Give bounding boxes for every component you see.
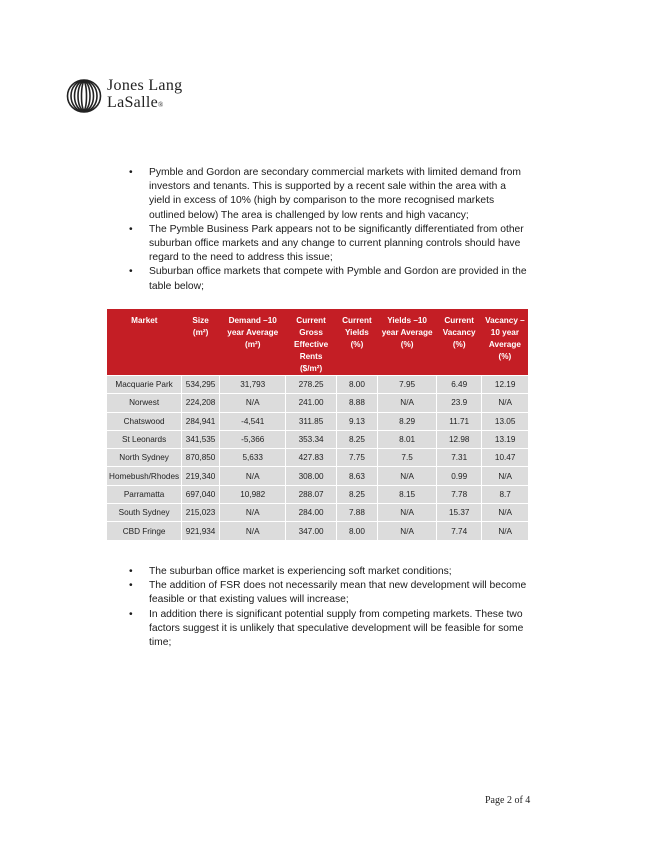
table-cell: 224,208 bbox=[182, 394, 220, 412]
list-item: • Pymble and Gordon are secondary commercial markets with limited demand from investors and tenants. This is supported by a recent sale within the area with a yield in excess of 10% (high by comparison to the more recognised markets outlined below) The area is challenged by low rents and high vacancy; bbox=[129, 167, 521, 221]
table-body bbox=[107, 376, 528, 540]
bullet-icon: • bbox=[129, 608, 133, 620]
table-cell: Macquarie Park bbox=[107, 376, 182, 394]
table-cell: 921,934 bbox=[182, 522, 220, 540]
column-header: Yields –10 year Average (%) bbox=[378, 309, 437, 376]
table-cell: 311.85 bbox=[286, 412, 336, 430]
market-comparison-table bbox=[107, 309, 528, 540]
table-cell: 288.07 bbox=[286, 485, 336, 503]
logo-line-2: LaSalle bbox=[107, 94, 158, 111]
company-logo bbox=[66, 77, 182, 114]
table-row bbox=[107, 412, 528, 430]
list-item: • Suburban office markets that compete with Pymble and Gordon are provided in the table below; bbox=[129, 266, 527, 292]
table-row bbox=[107, 394, 528, 412]
table-cell: N/A bbox=[482, 522, 528, 540]
table-cell: 10.47 bbox=[482, 449, 528, 467]
table-cell: 13.19 bbox=[482, 430, 528, 448]
table-cell: 12.98 bbox=[437, 430, 482, 448]
table-cell: 6.49 bbox=[437, 376, 482, 394]
table-cell: N/A bbox=[219, 522, 286, 540]
table-cell: South Sydney bbox=[107, 504, 182, 522]
table-cell: N/A bbox=[219, 394, 286, 412]
table-cell: N/A bbox=[219, 467, 286, 485]
table-cell: 8.7 bbox=[482, 485, 528, 503]
list-item: • In addition there is significant potential supply from competing markets. These two factors suggest it is unlikely that speculative development will be feasible for some time; bbox=[129, 608, 524, 649]
table-cell: 15.37 bbox=[437, 504, 482, 522]
table-cell: Parramatta bbox=[107, 485, 182, 503]
table-cell: N/A bbox=[378, 504, 437, 522]
column-header: Size (m²) bbox=[182, 309, 220, 376]
table-cell: CBD Fringe bbox=[107, 522, 182, 540]
table-cell: 347.00 bbox=[286, 522, 336, 540]
table-cell: 308.00 bbox=[286, 467, 336, 485]
table-cell: 8.01 bbox=[378, 430, 437, 448]
table-cell: 31,793 bbox=[219, 376, 286, 394]
column-header: Current Vacancy (%) bbox=[437, 309, 482, 376]
list-item: • The addition of FSR does not necessarily mean that new development will become feasible or that existing values will increase; bbox=[129, 580, 527, 606]
table-cell: 5,633 bbox=[219, 449, 286, 467]
table-cell: 7.31 bbox=[437, 449, 482, 467]
table-cell: 697,040 bbox=[182, 485, 220, 503]
table-cell: 284,941 bbox=[182, 412, 220, 430]
table-cell: 7.74 bbox=[437, 522, 482, 540]
list-item: • The Pymble Business Park appears not to be significantly differentiated from other suburban office markets and any change to current planning controls should have regard to the need to address this issue; bbox=[129, 223, 524, 264]
table-cell: 8.88 bbox=[336, 394, 378, 412]
bullet-icon: • bbox=[129, 223, 133, 235]
table-cell: N/A bbox=[378, 467, 437, 485]
table-row bbox=[107, 449, 528, 467]
table-cell: 278.25 bbox=[286, 376, 336, 394]
table-cell: N/A bbox=[378, 522, 437, 540]
table-cell: 7.5 bbox=[378, 449, 437, 467]
table-cell: -4,541 bbox=[219, 412, 286, 430]
table-cell: 7.75 bbox=[336, 449, 378, 467]
table-row bbox=[107, 522, 528, 540]
table-cell: N/A bbox=[378, 394, 437, 412]
bullet-list-top bbox=[129, 166, 529, 294]
table-cell: 8.15 bbox=[378, 485, 437, 503]
jll-logo-mark-icon bbox=[66, 79, 102, 113]
table-cell: 23.9 bbox=[437, 394, 482, 412]
table-cell: 10,982 bbox=[219, 485, 286, 503]
table-cell: 12.19 bbox=[482, 376, 528, 394]
table-cell: 219,340 bbox=[182, 467, 220, 485]
table-cell: 13.05 bbox=[482, 412, 528, 430]
table-cell: 7.95 bbox=[378, 376, 437, 394]
table-cell: 7.88 bbox=[336, 504, 378, 522]
table-cell: 241.00 bbox=[286, 394, 336, 412]
table-cell: 284.00 bbox=[286, 504, 336, 522]
table-cell: 8.25 bbox=[336, 485, 378, 503]
table-cell: 7.78 bbox=[437, 485, 482, 503]
table-row bbox=[107, 485, 528, 503]
bullet-icon: • bbox=[129, 167, 133, 178]
logo-wordmark bbox=[107, 77, 182, 114]
table-cell: 8.00 bbox=[336, 522, 378, 540]
table-cell: Homebush/Rhodes bbox=[107, 467, 182, 485]
table-cell: Chatswood bbox=[107, 412, 182, 430]
table-cell: 353.34 bbox=[286, 430, 336, 448]
table-cell: 534,295 bbox=[182, 376, 220, 394]
table-cell: 215,023 bbox=[182, 504, 220, 522]
table-cell: North Sydney bbox=[107, 449, 182, 467]
table-cell: 341,535 bbox=[182, 430, 220, 448]
column-header: Market bbox=[107, 309, 182, 376]
table-cell: 427.83 bbox=[286, 449, 336, 467]
table-cell: N/A bbox=[482, 394, 528, 412]
table-row bbox=[107, 430, 528, 448]
table-cell: 8.63 bbox=[336, 467, 378, 485]
logo-line-1: Jones Lang bbox=[107, 77, 183, 94]
table-cell: 11.71 bbox=[437, 412, 482, 430]
table-cell: Norwest bbox=[107, 394, 182, 412]
bullet-icon: • bbox=[129, 580, 133, 592]
page-number: Page 2 of 4 bbox=[485, 795, 531, 806]
registered-mark: ® bbox=[157, 101, 164, 109]
table-cell: -5,366 bbox=[219, 430, 286, 448]
table-row bbox=[107, 467, 528, 485]
table-row bbox=[107, 376, 528, 394]
column-header: Demand –10 year Average (m²) bbox=[219, 309, 286, 376]
table-cell: N/A bbox=[219, 504, 286, 522]
column-header: Current Gross Effective Rents ($/m²) bbox=[286, 309, 336, 376]
table-header-row bbox=[107, 309, 528, 376]
table-cell: St Leonards bbox=[107, 430, 182, 448]
bullet-list-bottom bbox=[129, 565, 529, 650]
table-cell: N/A bbox=[482, 504, 528, 522]
table-cell: 8.29 bbox=[378, 412, 437, 430]
table-cell: 8.25 bbox=[336, 430, 378, 448]
table-cell: N/A bbox=[482, 467, 528, 485]
table-cell: 0.99 bbox=[437, 467, 482, 485]
list-item: • The suburban office market is experiencing soft market conditions; bbox=[129, 565, 529, 579]
bullet-icon: • bbox=[129, 566, 133, 577]
table-cell: 8.00 bbox=[336, 376, 378, 394]
table-cell: 870,850 bbox=[182, 449, 220, 467]
table-cell: 9.13 bbox=[336, 412, 378, 430]
table-row bbox=[107, 504, 528, 522]
column-header: Vacancy –10 year Average (%) bbox=[482, 309, 528, 376]
bullet-icon: • bbox=[129, 266, 133, 278]
column-header: Current Yields (%) bbox=[336, 309, 378, 376]
